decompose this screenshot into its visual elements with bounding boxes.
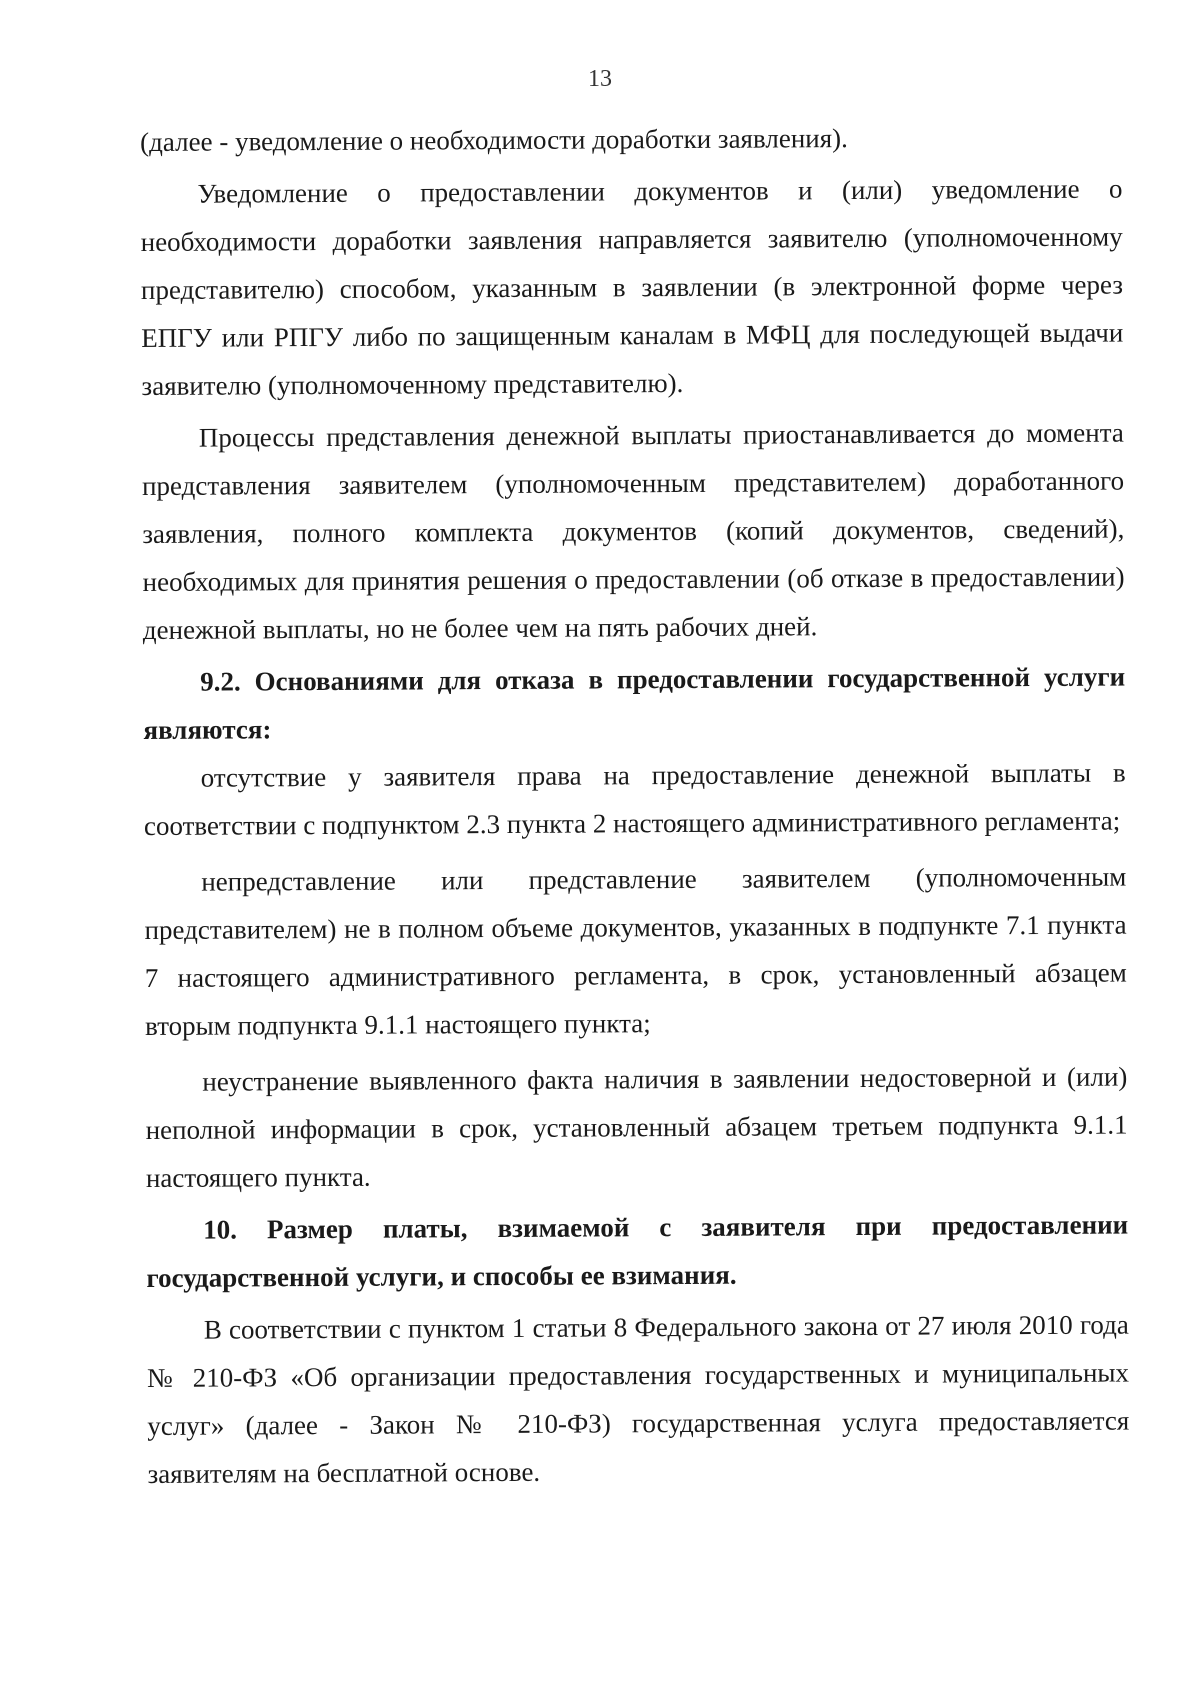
paragraph-process-suspension: Процессы представления денежной выплаты приостанавливается до момента представления заявителем (уполномоченным представителем) доработанного заявления, полного комплекта документов (копий документов, сведений), необходимых для принятия решения о предоставлении (об отказе в предоставлении) денежной выплаты, но не более чем на пять рабочих дней.	[141, 417, 1125, 645]
section-heading-9-2: 9.2. Основаниями для отказа в предоставлении государственной услуги являются:	[143, 661, 1126, 745]
paragraph-free-of-charge: В соответствии с пунктом 1 статьи 8 Федерального закона от 27 июля 2010 года № 210-ФЗ «Об организации предоставления государственных и муниципальных услуг» (далее - Закон № 210-ФЗ) государственная услуга предоставляется заявителям на бесплатной основе.	[146, 1309, 1130, 1489]
page-number: 13	[588, 66, 612, 92]
paragraph-refusal-ground-1: отсутствие у заявителя права на предоставление денежной выплаты в соответствии с подпунктом 2.3 пункта 2 настоящего административного регламента;	[143, 757, 1126, 841]
document-body	[140, 113, 1130, 1498]
section-heading-10: 10. Размер платы, взимаемой с заявителя при предоставлении государственной услуги, и способы ее взимания.	[146, 1209, 1129, 1293]
paragraph-continuation: (далее - уведомление о необходимости доработки заявления).	[140, 123, 848, 157]
paragraph-refusal-ground-2: непредставление или представление заявителем (уполномоченным представителем) не в полном объеме документов, указанных в подпункте 7.1 пункта 7 настоящего административного регламента, в срок, установленный абзацем вторым подпункта 9.1.1 настоящего пункта;	[144, 861, 1127, 1041]
paragraph-notification-delivery: Уведомление о предоставлении документов и (или) уведомление о необходимости доработки заявления направляется заявителю (уполномоченному представителю) способом, указанным в заявлении (в электронной форме через ЕПГУ или РПГУ либо по защищенным каналам в МФЦ для последующей выдачи заявителю (уполномоченному представителю).	[140, 173, 1124, 401]
paragraph-refusal-ground-3: неустранение выявленного факта наличия в заявлении недостоверной и (или) неполной информации в срок, установленный абзацем третьем подпункта 9.1.1 настоящего пункта.	[145, 1061, 1128, 1193]
